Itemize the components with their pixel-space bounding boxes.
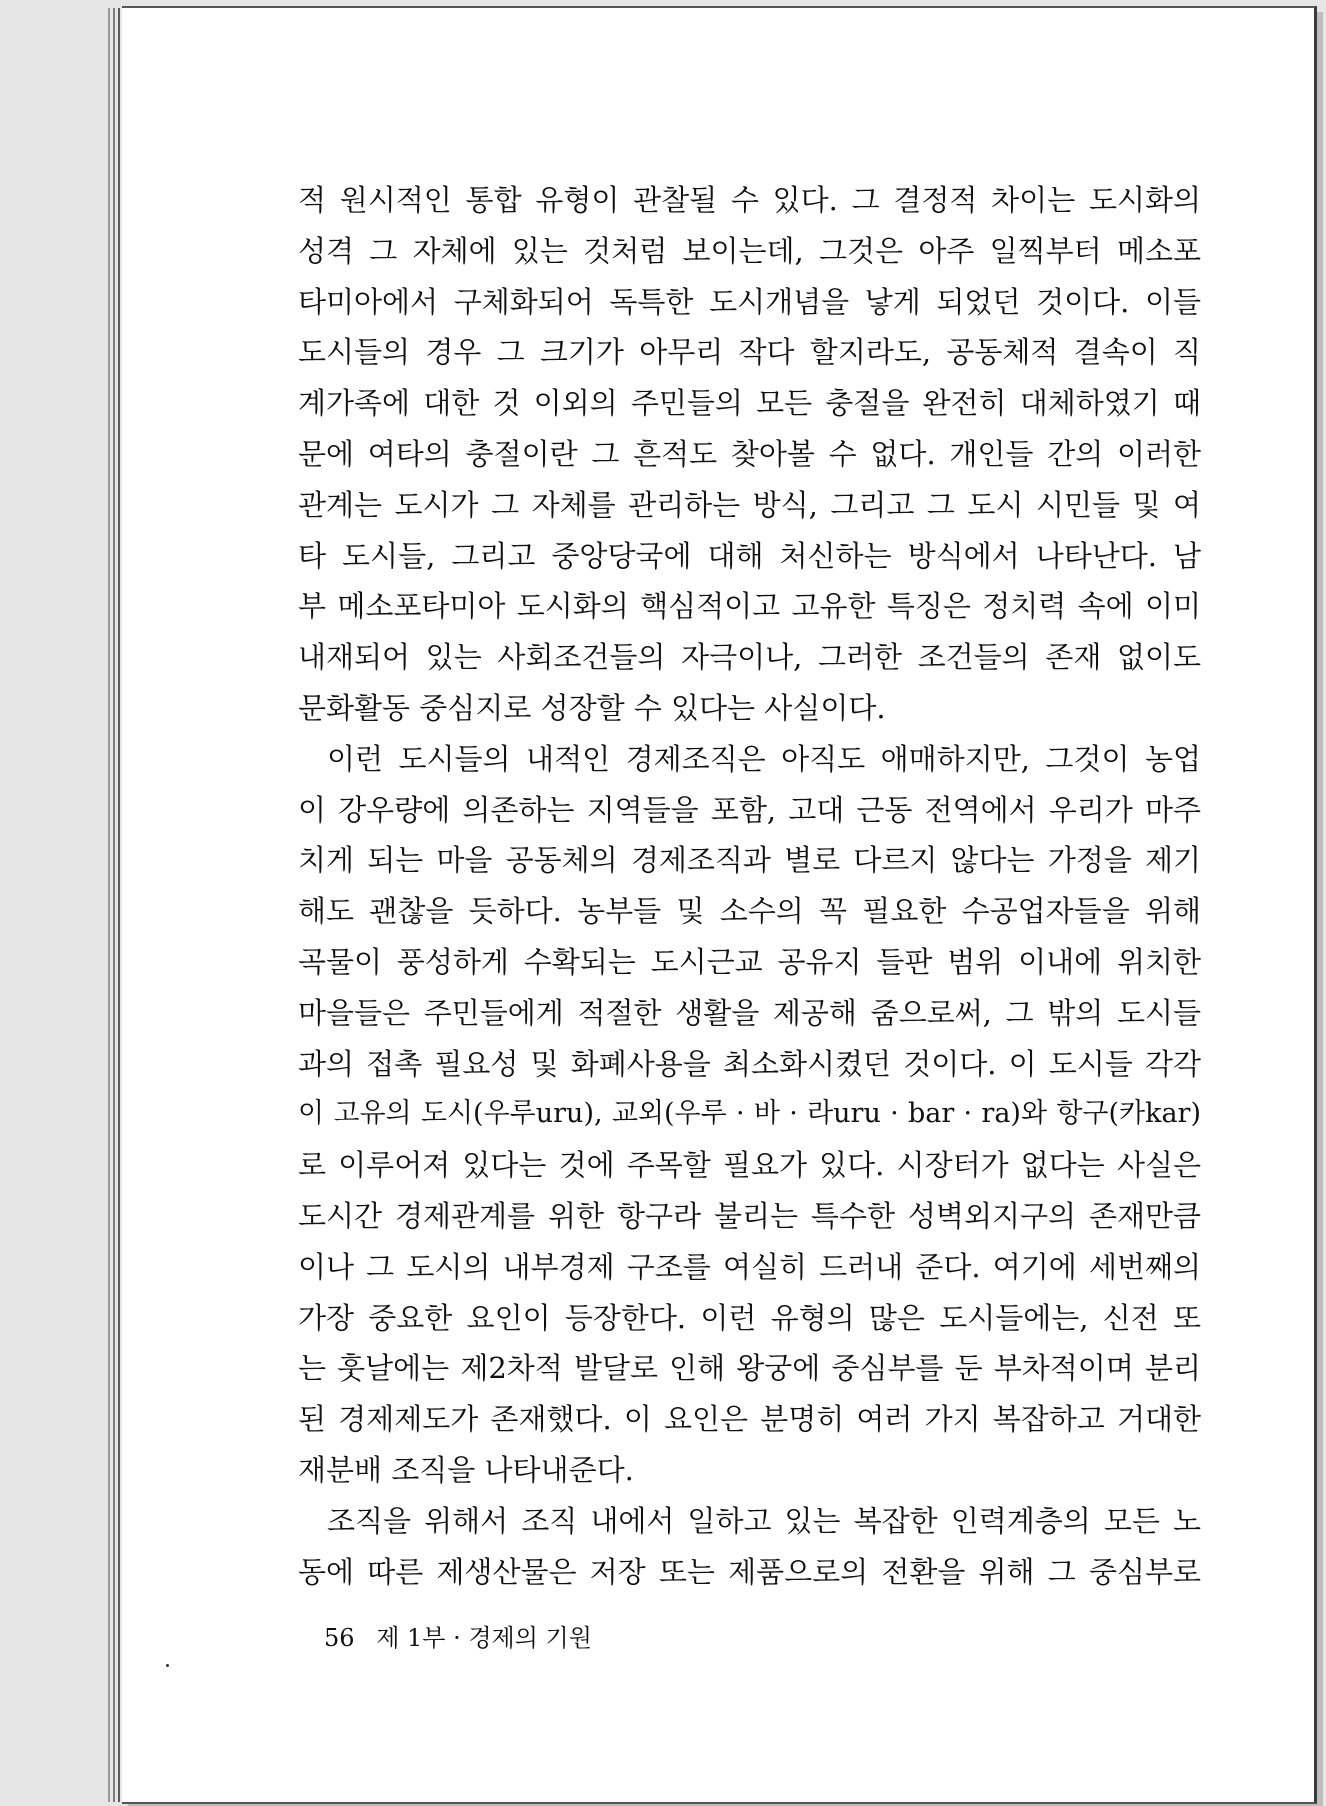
text-line: 이런 도시들의 내적인 경제조직은 아직도 애매하지만, 그것이 농업 (327, 741, 1201, 776)
scan-speck (166, 1664, 169, 1667)
text-line: 해도 괜찮을 듯하다. 농부들 및 소수의 꼭 필요한 수공업자들을 위해 (298, 894, 1201, 929)
text-line: 이 강우량에 의존하는 지역들을 포함, 고대 근동 전역에서 우리가 마주 (298, 792, 1201, 827)
text-line: 성격 그 자체에 있는 것처럼 보이는데, 그것은 아주 일찍부터 메소포 (298, 233, 1201, 268)
text-line: 조직을 위해서 조직 내에서 일하고 있는 복잡한 인력계층의 모든 노 (327, 1503, 1201, 1538)
running-title: 제 1부 · 경제의 기원 (376, 1624, 592, 1652)
body-text (298, 175, 1201, 1597)
text-line: 타 도시들, 그리고 중앙당국에 대해 처신하는 방식에서 나타난다. 남 (298, 538, 1201, 573)
page-edge (118, 8, 120, 1802)
page-edge (108, 8, 110, 1802)
text-line: 부 메소포타미아 도시화의 핵심적이고 고유한 특징은 정치력 속에 이미 (298, 589, 1201, 624)
text-line: 마을들은 주민들에게 적절한 생활을 제공해 줌으로써, 그 밖의 도시들 (298, 995, 1201, 1030)
text-line: 동에 따른 제생산물은 저장 또는 제품으로의 전환을 위해 그 중심부로 (298, 1554, 1201, 1589)
text-line: 치게 되는 마을 공동체의 경제조직과 별로 다르지 않다는 가정을 제기 (298, 843, 1201, 878)
text-line: 타미아에서 구체화되어 독특한 도시개념을 낳게 되었던 것이다. 이들 (298, 284, 1201, 319)
text-line: 내재되어 있는 사회조건들의 자극이나, 그러한 조건들의 존재 없이도 (298, 640, 1201, 675)
text-line: 문화활동 중심지로 성장할 수 있다는 사실이다. (298, 690, 886, 725)
text-line: 문에 여타의 충절이란 그 흔적도 찾아볼 수 없다. 개인들 간의 이러한 (298, 436, 1201, 471)
text-line: 적 원시적인 통합 유형이 관찰될 수 있다. 그 결정적 차이는 도시화의 (298, 183, 1201, 217)
text-line: 과의 접촉 필요성 및 화폐사용을 최소화시켰던 것이다. 이 도시들 각각 (298, 1046, 1201, 1081)
text-line: 이 고유의 도시(우루uru), 교외(우루 · 바 · 라uru · bar · ra)와 항구(카kar) (298, 1098, 1201, 1130)
text-line: 는 훗날에는 제2차적 발달로 인해 왕궁에 중심부를 둔 부차적이며 분리 (298, 1351, 1201, 1386)
text-line: 가장 중요한 요인이 등장한다. 이런 유형의 많은 도시들에는, 신전 또 (298, 1300, 1201, 1335)
text-line: 도시간 경제관계를 위한 항구라 불리는 특수한 성벽외지구의 존재만큼 (298, 1198, 1201, 1233)
text-line: 로 이루어져 있다는 것에 주목할 필요가 있다. 시장터가 없다는 사실은 (298, 1148, 1201, 1183)
text-line: 관계는 도시가 그 자체를 관리하는 방식, 그리고 그 도시 시민들 및 여 (298, 487, 1201, 522)
text-line: 도시들의 경우 그 크기가 아무리 작다 할지라도, 공동체적 결속이 직 (298, 335, 1201, 370)
page-footer (324, 1618, 592, 1653)
page-number: 56 (324, 1624, 355, 1652)
text-line: 계가족에 대한 것 이외의 주민들의 모든 충절을 완전히 대체하였기 때 (298, 386, 1201, 421)
text-line: 이나 그 도시의 내부경제 구조를 여실히 드러내 준다. 여기에 세번째의 (298, 1249, 1201, 1284)
page-edge (113, 8, 115, 1802)
text-line: 재분배 조직을 나타내준다. (298, 1452, 634, 1487)
text-line: 된 경제제도가 존재했다. 이 요인은 분명히 여러 가지 복잡하고 거대한 (298, 1402, 1201, 1437)
text-line: 곡물이 풍성하게 수확되는 도시근교 공유지 들판 범위 이내에 위치한 (298, 944, 1201, 979)
